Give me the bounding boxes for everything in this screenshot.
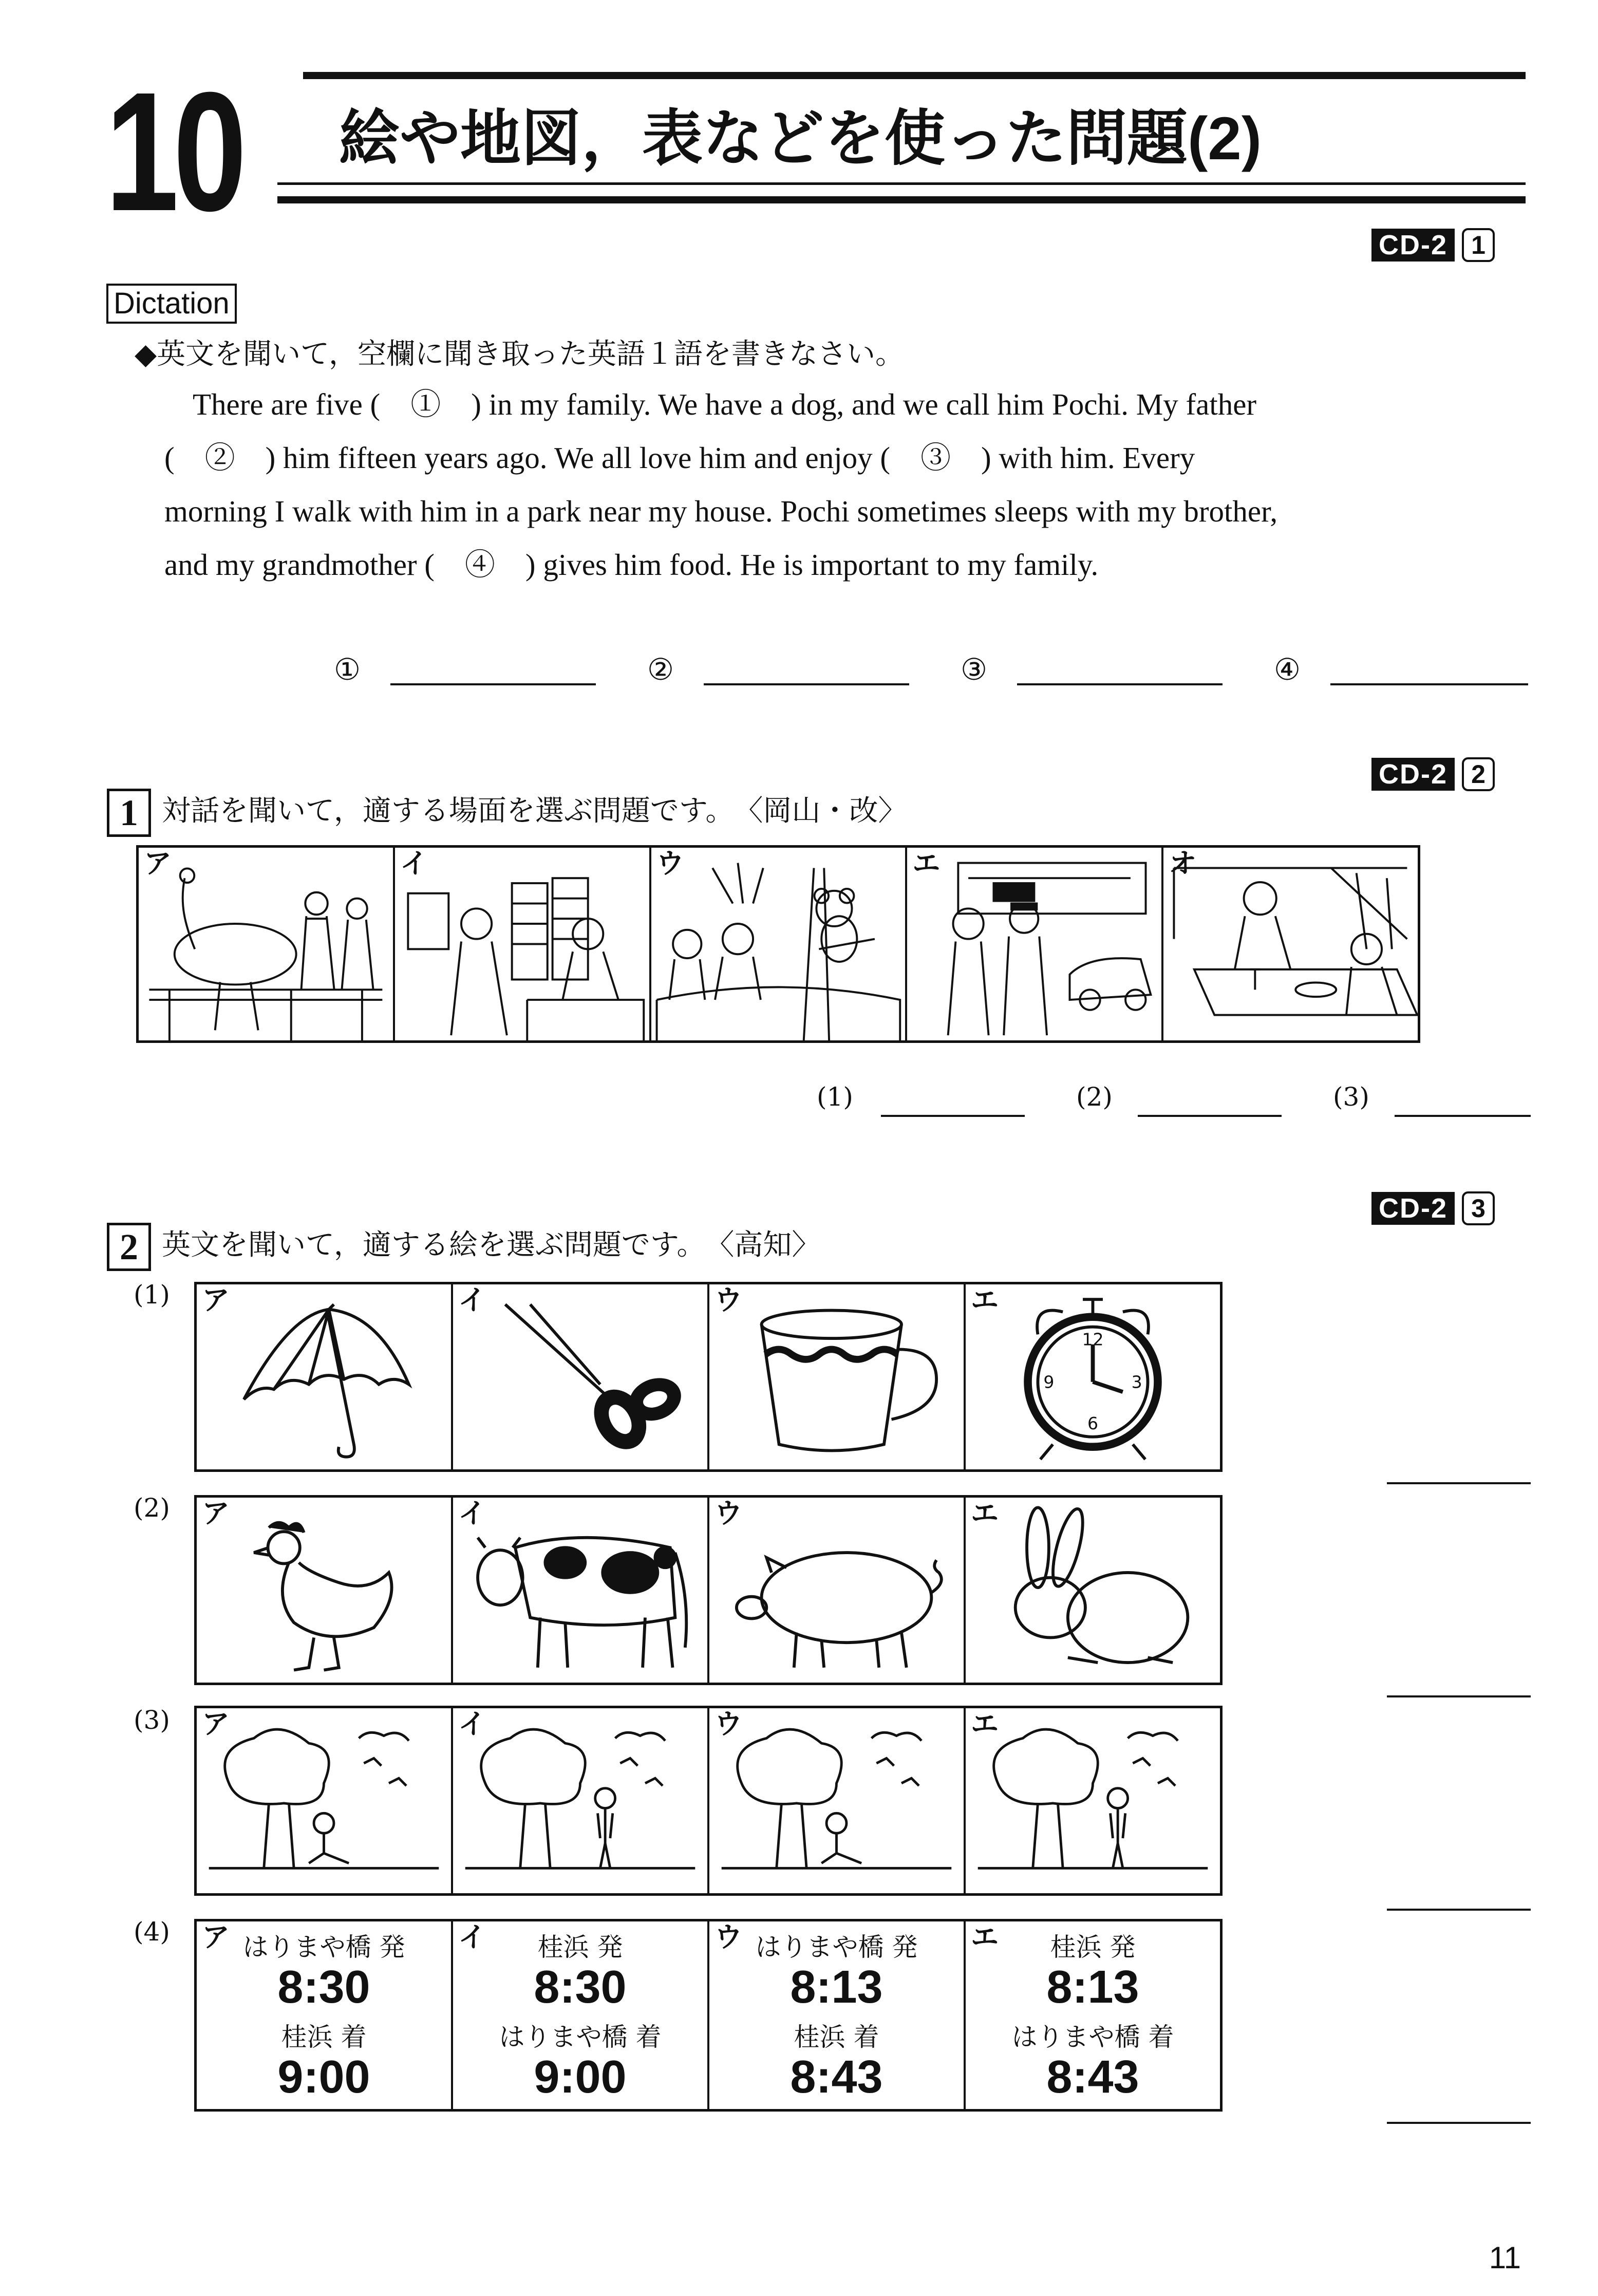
panel-letter: イ [400, 848, 428, 880]
boy-standing-under-tree-illustration [453, 1708, 707, 1893]
clock-number: 6 [1087, 1413, 1099, 1434]
scissors-panel[interactable] [453, 1284, 709, 1469]
departure-time: 8:13 [1046, 1962, 1139, 2013]
clock-number: 3 [1131, 1372, 1142, 1392]
tree-sitting-panel-u[interactable] [709, 1708, 966, 1893]
arrival-time: 9:00 [534, 2051, 627, 2103]
cup-icon [709, 1284, 964, 1469]
panel-letter: エ [912, 848, 941, 880]
header-rule-thin [277, 182, 1526, 185]
rabbit-panel[interactable] [966, 1498, 1220, 1683]
panel-letter: エ [971, 1284, 999, 1316]
answer-blank-4[interactable] [1330, 683, 1528, 685]
scene-panel-a[interactable] [139, 848, 395, 1040]
panel-letter: オ [1169, 848, 1197, 880]
question-number-2: 2 [107, 1223, 151, 1271]
cow-icon [453, 1498, 707, 1683]
q2-row-2-panels [194, 1495, 1223, 1685]
arrival-time: 8:43 [790, 2051, 883, 2103]
cd-label: CD-2 [1371, 229, 1455, 262]
page-number: 11 [1489, 2241, 1521, 2275]
panel-letter: ア [202, 1284, 230, 1316]
q2-row-1-panels [194, 1282, 1223, 1472]
departure-time: 8:13 [790, 1962, 883, 2013]
panel-letter: エ [971, 1708, 999, 1740]
panel-letter: ウ [656, 848, 684, 880]
tree-standing-panel-i[interactable] [453, 1708, 709, 1893]
q2-row-label-2: (2) [134, 1493, 170, 1523]
arrival-time: 9:00 [277, 2051, 370, 2103]
cd-track: 2 [1462, 757, 1495, 791]
q2-answer-line-2[interactable] [1387, 1695, 1531, 1697]
panel-letter: イ [458, 1921, 486, 1953]
chapter-number: 10 [105, 57, 241, 246]
answer-blank-1[interactable] [390, 683, 596, 685]
panel-letter: ウ [715, 1498, 742, 1529]
panel-letter: ア [144, 848, 172, 880]
cow-panel[interactable] [453, 1498, 709, 1683]
q2-row-label-1: (1) [134, 1280, 170, 1310]
rabbit-icon [966, 1498, 1220, 1683]
panel-letter: ウ [715, 1708, 742, 1740]
departure-station: 桂浜 発 [537, 1932, 623, 1962]
umbrella-icon [197, 1284, 451, 1469]
tree-sitting-panel-a[interactable] [197, 1708, 453, 1893]
pig-icon [709, 1498, 964, 1683]
q2-answer-line-1[interactable] [1387, 1482, 1531, 1484]
cd-track: 3 [1462, 1191, 1495, 1225]
q1-answer-label-3: (3) [1333, 1082, 1369, 1112]
departure-station: はりまや橋 発 [242, 1932, 405, 1962]
dictation-label: Dictation [106, 284, 237, 324]
passage-line: morning I walk with him in a park near my house. Pochi sometimes sleeps with my brother, [164, 494, 1278, 528]
passage-line: There are five ( ① ) in my family. We have a dog, and we call him Pochi. My father [193, 387, 1257, 421]
q1-answer-label-1: (1) [817, 1082, 853, 1112]
page-title: 絵や地図，表などを使った問題(2) [339, 105, 1262, 173]
cd-label: CD-2 [1371, 1192, 1455, 1225]
panel-letter: ア [202, 1708, 230, 1740]
blank-label-3: ③ [961, 652, 987, 687]
cd-label: CD-2 [1371, 758, 1455, 791]
panel-letter: ア [202, 1921, 230, 1953]
passage-line: and my grandmother ( ④ ) gives him food. He is important to my family. [164, 548, 1099, 582]
cd-badge-3 [1371, 1192, 1495, 1225]
panel-letter: エ [971, 1921, 999, 1953]
scissors-icon [453, 1284, 707, 1469]
q1-answer-line-3[interactable] [1395, 1115, 1531, 1117]
panel-letter: イ [458, 1708, 486, 1740]
q2-answer-line-3[interactable] [1387, 1909, 1531, 1911]
emu-zoo-illustration [139, 848, 393, 1040]
arrival-time: 8:43 [1046, 2051, 1139, 2103]
cd-badge-1 [1371, 229, 1495, 262]
police-station-illustration [907, 848, 1161, 1040]
q2-row-3-panels [194, 1706, 1223, 1896]
cd-track: 1 [1462, 228, 1495, 262]
panel-letter: イ [458, 1284, 486, 1316]
blank-label-4: ④ [1274, 652, 1301, 687]
scene-panel-i[interactable] [395, 848, 651, 1040]
q2-row-label-4: (4) [134, 1917, 170, 1947]
boy-sitting-under-tree-illustration [709, 1708, 964, 1893]
departure-time: 8:30 [277, 1962, 370, 2013]
question-2-text: 英文を聞いて，適する絵を選ぶ問題です。 〈高知〉 [162, 1228, 821, 1262]
panel-letter: ウ [715, 1284, 742, 1316]
q2-row-4-timetables [194, 1919, 1223, 2112]
departure-station: 桂浜 発 [1050, 1932, 1136, 1962]
q1-scene-panels [136, 845, 1420, 1043]
answer-blank-3[interactable] [1017, 683, 1223, 685]
scene-panel-u[interactable] [651, 848, 908, 1040]
departure-time: 8:30 [534, 1962, 627, 2013]
arrival-station: はりまや橋 着 [499, 2022, 662, 2052]
passage-line: ( ② ) him fifteen years ago. We all love him and enjoy ( ③ ) with him. Every [164, 441, 1195, 475]
q2-row-label-3: (3) [134, 1705, 170, 1735]
alarm-clock-panel[interactable] [966, 1284, 1220, 1469]
arrival-station: 桂浜 着 [281, 2022, 367, 2052]
clock-number: 12 [1082, 1329, 1104, 1350]
boy-sitting-under-tree-illustration [197, 1708, 451, 1893]
timetable-panel-i[interactable] [453, 1921, 709, 2109]
departure-station: はりまや橋 発 [755, 1932, 918, 1962]
scene-panel-e[interactable] [907, 848, 1163, 1040]
header-top-rule [303, 72, 1526, 79]
clock-number: 9 [1043, 1372, 1055, 1392]
blank-label-2: ② [647, 652, 674, 687]
header-bottom-rule [277, 196, 1526, 203]
umbrella-panel[interactable] [197, 1284, 453, 1469]
blank-label-1: ① [334, 652, 361, 687]
timetable-panel-a[interactable] [197, 1921, 453, 2109]
library-illustration [395, 848, 649, 1040]
pig-panel[interactable] [709, 1498, 966, 1683]
chicken-icon [197, 1498, 451, 1683]
chicken-panel[interactable] [197, 1498, 453, 1683]
q2-answer-line-4[interactable] [1387, 2122, 1531, 2124]
timetable-panel-e[interactable] [966, 1921, 1220, 2109]
q1-answer-line-2[interactable] [1138, 1115, 1282, 1117]
boy-standing-under-tree-illustration [966, 1708, 1220, 1893]
panel-letter: ウ [715, 1921, 742, 1953]
dictation-instruction: ◆英文を聞いて，空欄に聞き取った英語１語を書きなさい。 [135, 338, 904, 371]
answer-blank-2[interactable] [704, 683, 909, 685]
question-1-text: 対話を聞いて，適する場面を選ぶ問題です。 〈岡山・改〉 [162, 794, 907, 828]
q1-answer-label-2: (2) [1076, 1082, 1113, 1112]
q1-answer-line-1[interactable] [881, 1115, 1025, 1117]
tree-standing-panel-e[interactable] [966, 1708, 1220, 1893]
panel-letter: エ [971, 1498, 999, 1529]
koala-illustration [651, 848, 906, 1040]
cup-panel[interactable] [709, 1284, 966, 1469]
alarm-clock-icon [966, 1284, 1220, 1469]
timetable-panel-u[interactable] [709, 1921, 966, 2109]
scene-panel-o[interactable] [1163, 848, 1418, 1040]
panel-letter: イ [458, 1498, 486, 1529]
restaurant-illustration [1163, 848, 1418, 1040]
dictation-passage [164, 378, 1536, 591]
cd-badge-2 [1371, 758, 1495, 791]
question-number-1: 1 [107, 789, 151, 837]
panel-letter: ア [202, 1498, 230, 1529]
arrival-station: はりまや橋 着 [1011, 2022, 1174, 2052]
arrival-station: 桂浜 着 [794, 2022, 879, 2052]
